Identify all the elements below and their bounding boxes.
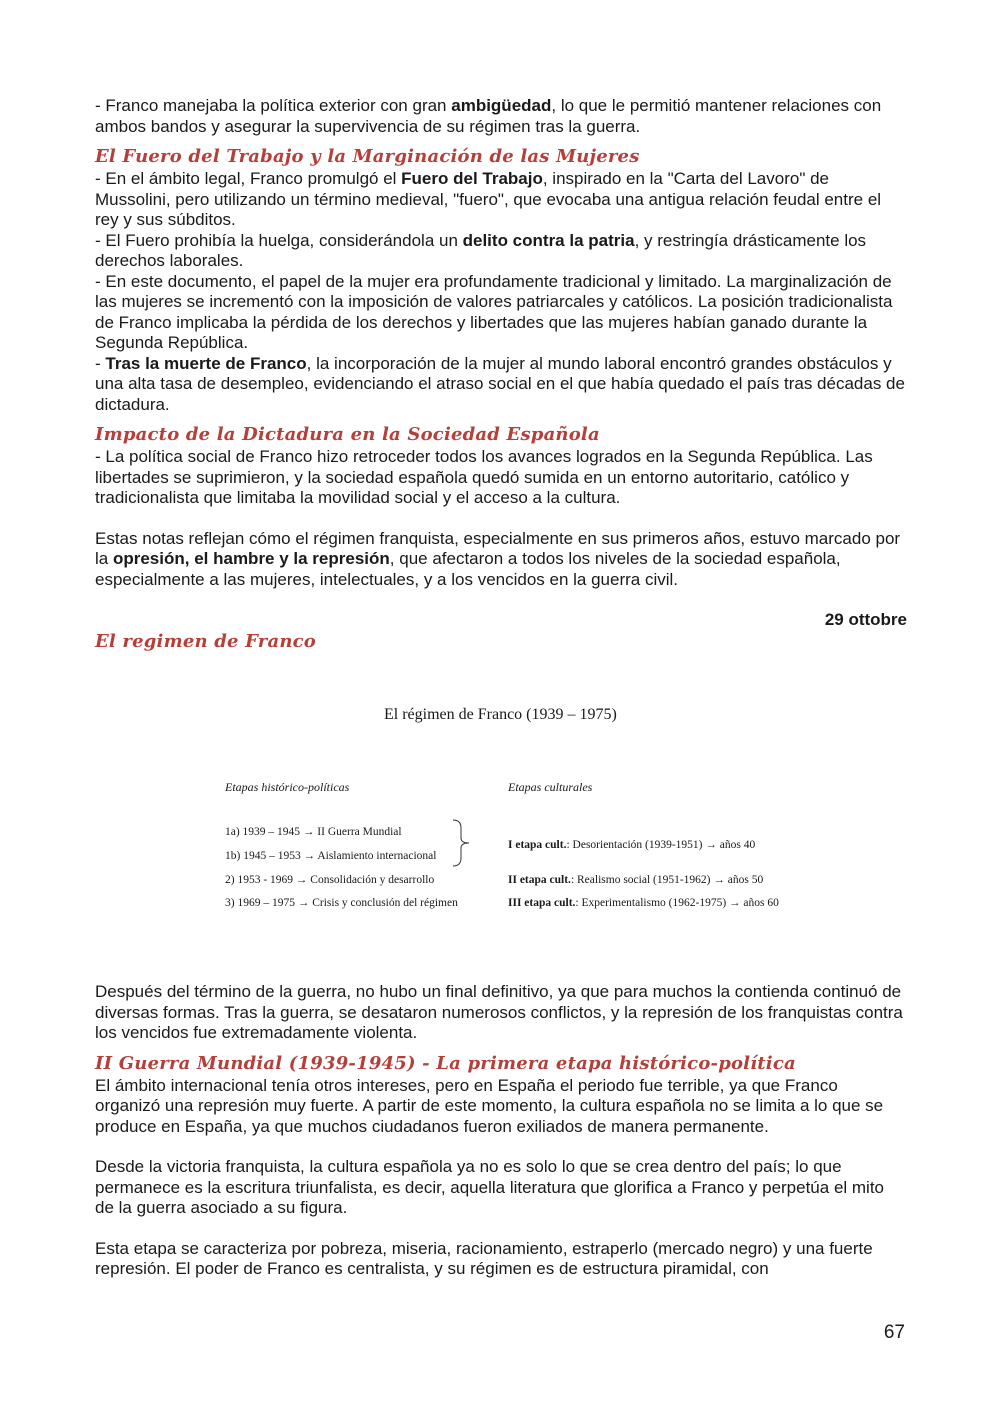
section-heading-regimen: El regimen de Franco: [95, 631, 317, 652]
political-stage-1a: 1a) 1939 – 1945 → II Guerra Mundial: [225, 826, 402, 838]
bold-run: opresión, el hambre y la represión: [112, 549, 390, 568]
text-run: , inspirado en la "Carta del Lavoro" de Mussolini, pero utilizando un término medieval, "fuero", que evocaba una antigua relación feudal entre el rey y sus súbditos.: [95, 169, 882, 229]
cultural-stage-3-label: III etapa cult.: [508, 897, 576, 909]
section-heading-impacto: Impacto de la Dictadura en la Sociedad Española: [95, 424, 600, 445]
figure-title: El régimen de Franco (1939 – 1975): [384, 706, 617, 723]
fuero-paragraph-1: [95, 169, 907, 231]
cultural-stage-2: [508, 874, 763, 886]
text-run: El ámbito internacional tenía otros intereses, pero en España el periodo fue terrible, ya que Franco organizó una represión muy fuerte. A partir de este momento, la cultura española no se limita a lo que se produce en España, ya que muchos ciudadanos fueron exiliados de manera permanente.: [95, 1075, 884, 1136]
figure-col-cultural: Etapas culturales: [508, 780, 593, 794]
bold-run: Tras la muerte de Franco: [105, 353, 307, 373]
text-run: Estas notas reflejan cómo el régimen franquista, especialmente en sus primeros años, estuvo marcado por la: [95, 528, 901, 568]
cultural-stage-2-label: II etapa cult.: [508, 874, 571, 886]
bold-run: ambigüedad: [451, 96, 552, 115]
ww2-paragraph-1: [95, 1076, 907, 1138]
text-run: - La política social de Franco hizo retroceder todos los avances logrados en la Segunda República. Las libertades se suprimieron, y la sociedad española quedó sumida en un entorno autoritario, católico y tradicionalista que limitaba la movilidad social y el acceso a la cultura.: [95, 447, 873, 507]
section-heading-ww2: II Guerra Mundial (1939-1945) - La primera etapa histórico-política: [95, 1052, 796, 1074]
ww2-paragraph-3: [95, 1239, 907, 1280]
cultural-stage-1-text: : Desorientación (1939-1951) → años 40: [566, 839, 756, 851]
political-stage-3: 3) 1969 – 1975 → Crisis y conclusión del régimen: [225, 897, 458, 909]
bold-run: Fuero del Trabajo: [401, 169, 543, 188]
section-heading-fuero: El Fuero del Trabajo y la Marginación de las Mujeres: [95, 146, 640, 167]
document-page: [95, 96, 907, 1280]
cultural-stage-1: [508, 839, 755, 851]
cultural-stage-2-text: : Realismo social (1951-1962) → años 50: [570, 874, 764, 886]
text-run: - En el ámbito legal, Franco promulgó el: [95, 169, 402, 188]
text-run: - En este documento, el papel de la mujer era profundamente tradicional y limitado. La marginalización de las mujeres se incrementó con la imposición de valores patriarcales y católicos. La posición tradicionalista de Franco implicaba la pérdida de los derechos y libertades que las mujeres habían ganado durante la Segunda República.: [95, 271, 893, 352]
page-number: 67: [883, 1322, 905, 1343]
fuero-paragraph-2: [95, 231, 907, 272]
impacto-paragraph: [95, 447, 907, 509]
ww2-paragraph-2: [95, 1157, 907, 1219]
bold-run: delito contra la patria: [462, 230, 635, 250]
fuero-paragraph-3: [95, 272, 907, 354]
text-run: -: [95, 353, 106, 373]
figure-col-political: Etapas histórico-políticas: [225, 780, 350, 794]
summary-paragraph: [95, 529, 907, 591]
text-run: , y restringía drásticamente los derechos laborales.: [95, 230, 867, 270]
text-run: - El Fuero prohibía la huelga, considerándola un: [95, 230, 463, 250]
text-run: - Franco manejaba la política exterior con gran: [95, 96, 452, 115]
political-stage-2: 2) 1953 - 1969 → Consolidación y desarrollo: [225, 874, 435, 886]
text-run: Esta etapa se caracteriza por pobreza, miseria, racionamiento, estraperlo (mercado negro) y una fuerte represión. El poder de Franco es centralista, y su régimen es de estructura piramidal, con: [95, 1238, 873, 1278]
brace-icon: [451, 818, 471, 868]
cultural-stage-1-label: I etapa cult.: [508, 839, 567, 851]
text-run: Después del término de la guerra, no hubo un final definitivo, ya que para muchos la contienda continuó de diversas formas. Tras la guerra, se desataron numerosos conflictos, y la represión de los franquistas contra los vencidos fue extremadamente violenta.: [95, 982, 903, 1042]
date-label: 29 ottobre: [824, 610, 907, 629]
fuero-paragraph-4: [95, 354, 907, 416]
cultural-stage-3: [508, 897, 779, 909]
text-run: Desde la victoria franquista, la cultura española ya no es solo lo que se crea dentro del país; lo que permanece es la escritura triunfalista, es decir, aquella literatura que glorifica a Franco y perpetúa el mito de la guerra asociado a su figura.: [95, 1157, 885, 1217]
intro-paragraph: [95, 96, 907, 137]
text-run: , la incorporación de la mujer al mundo laboral encontró grandes obstáculos y una alta tasa de desempleo, evidenciando el atraso social en el que había quedado el país tras décadas de dictadura.: [95, 353, 905, 414]
text-run: , que afectaron a todos los niveles de la sociedad española, especialmente a las mujeres, intelectuales, y a los vencidos en la guerra civil.: [95, 549, 841, 589]
political-stage-1b: 1b) 1945 – 1953 → Aislamiento internacional: [225, 850, 437, 862]
regimen-figure: [95, 654, 907, 982]
cultural-stage-3-text: : Experimentalismo (1962-1975) → años 60: [575, 897, 779, 909]
postwar-paragraph: [95, 982, 907, 1044]
text-run: , lo que le permitió mantener relaciones con ambos bandos y asegurar la supervivencia de su régimen tras la guerra.: [95, 96, 882, 136]
